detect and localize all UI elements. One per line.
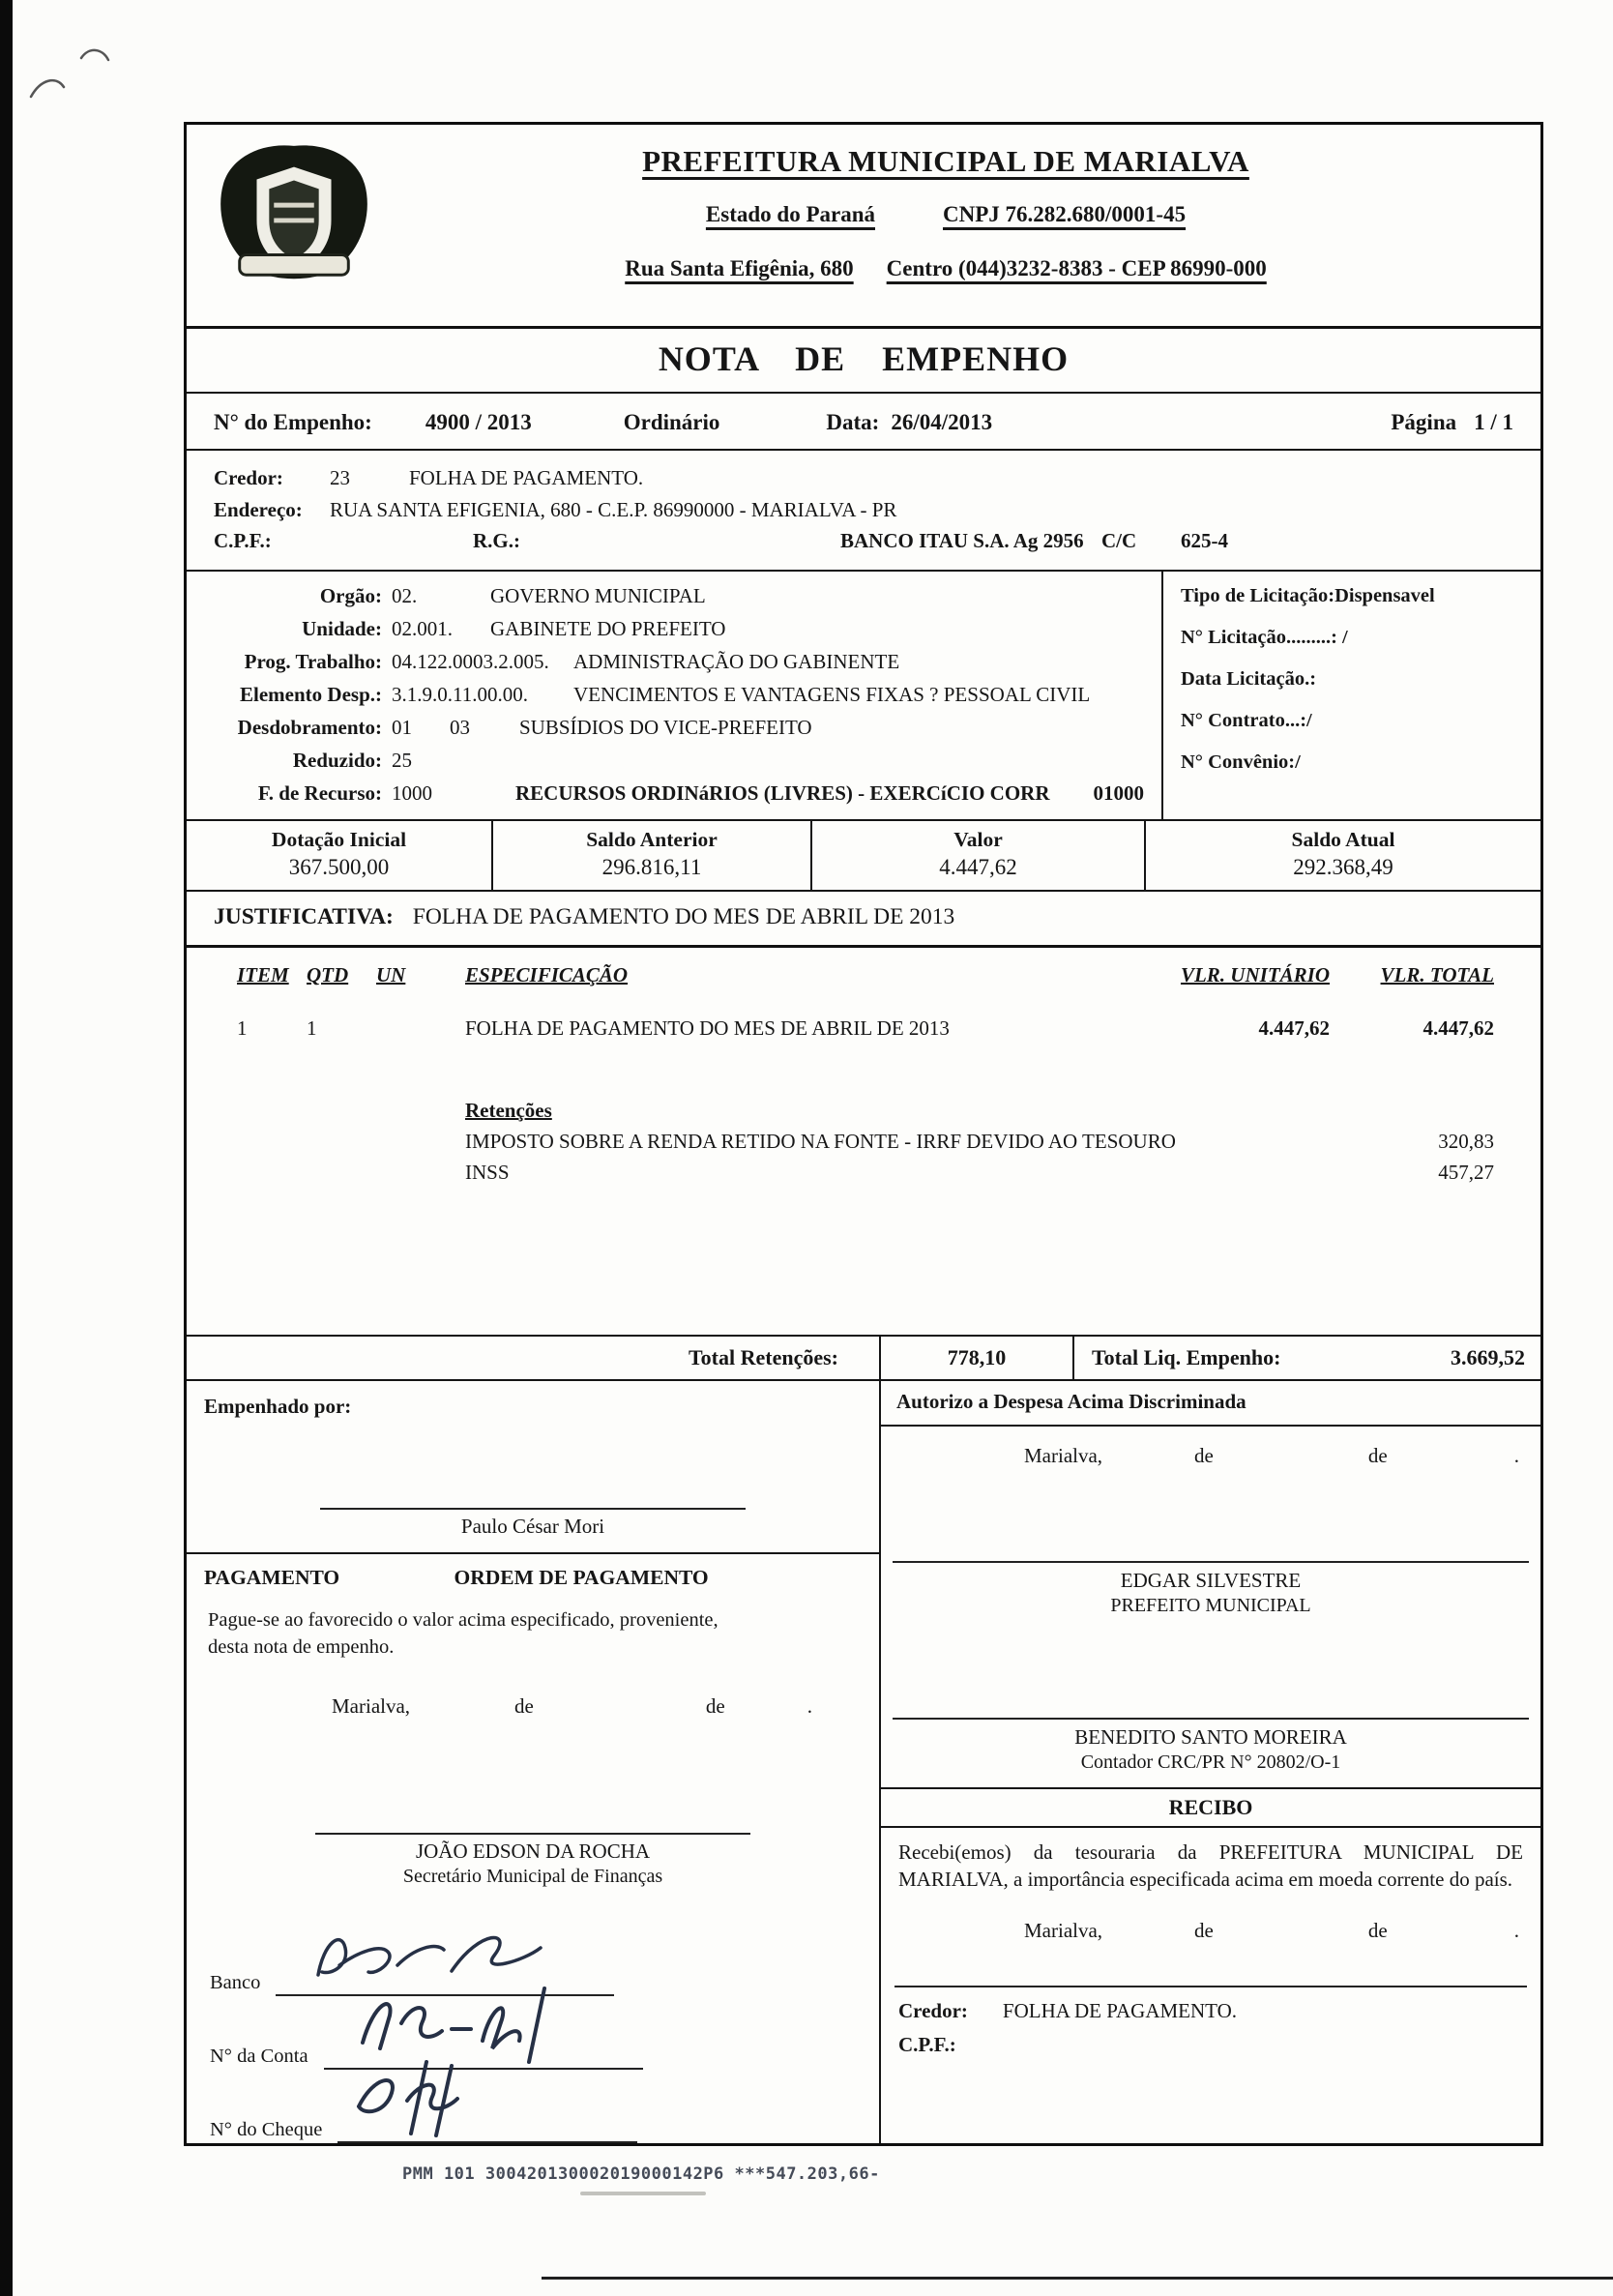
conta-field (210, 1996, 879, 2070)
scan-smudge (580, 2192, 706, 2195)
elemento-name: VENCIMENTOS E VANTAGENS FIXAS ? PESSOAL CIVIL (573, 683, 1091, 707)
retencoes-title: Retenções (465, 1099, 552, 1123)
saldos-table (187, 821, 1540, 892)
prefeito-signature-block (881, 1561, 1540, 1617)
justificativa-text: FOLHA DE PAGAMENTO DO MES DE ABRIL DE 2013 (412, 904, 955, 930)
de-word: de (1367, 1918, 1388, 1942)
document-title: NOTA DE EMPENHO (187, 326, 1540, 394)
credor-row (214, 462, 1513, 494)
recibo-credor-row (881, 1987, 1540, 2023)
city-date-line (881, 1427, 1540, 1468)
period-mark: . (1513, 1444, 1519, 1468)
item-vlr-unitario: 4.447,62 (1258, 1016, 1330, 1041)
col-vlr-unitario: VLR. UNITÁRIO (1180, 963, 1330, 987)
cheque-label: N° do Cheque (210, 2118, 323, 2140)
empenhado-signature-block (187, 1508, 879, 1539)
empenho-number: 4900 / 2013 (425, 410, 532, 434)
retencao-row (465, 1127, 1494, 1158)
desdobramento-row (187, 711, 1161, 744)
city-date-line (881, 1894, 1540, 1943)
saldo-atual-value: 292.368,49 (1293, 855, 1393, 880)
banco-signature-scrawl (307, 1919, 548, 1996)
signature-line (893, 1561, 1529, 1563)
dot-matrix-print-line: PMM 101 300420130002019000142P6 ***547.203,66- (402, 2164, 880, 2184)
unidade-name: GABINETE DO PREFEITO (490, 617, 726, 641)
cc-label: C/C (1101, 528, 1137, 552)
licitacao-column (1161, 572, 1540, 819)
form-header (187, 125, 1540, 326)
unidade-row (187, 612, 1161, 645)
convenio-numero: N° Convênio:/ (1181, 751, 1301, 774)
empenho-type: Ordinário (623, 410, 720, 434)
org-name: PREFEITURA MUNICIPAL DE MARIALVA (642, 144, 1249, 178)
dotacao-inicial-cell (187, 821, 491, 890)
banco-info: BANCO ITAU S.A. Ag 2956 (840, 528, 1084, 552)
secretario-signature-block (187, 1833, 879, 1888)
pagamento-header-row (187, 1554, 879, 1592)
de-word: de (1194, 1444, 1214, 1468)
col-item: ITEM (237, 963, 289, 987)
cheque-field (210, 2070, 879, 2143)
prog-trabalho-label: Prog. Trabalho: (244, 650, 382, 674)
total-liq-value: 3.669,52 (1451, 1345, 1525, 1370)
retencao-nome: IMPOSTO SOBRE A RENDA RETIDO NA FONTE - IRRF DEVIDO AO TESOURO (465, 1130, 1176, 1154)
retencao-nome: INSS (465, 1160, 510, 1184)
rg-label: R.G.: (473, 528, 520, 552)
recurso-row (187, 777, 1161, 809)
item-qtd: 1 (307, 1016, 317, 1041)
page-value: 1 / 1 (1474, 410, 1513, 434)
banco-field (210, 1923, 879, 1996)
banco-label: Banco (210, 1971, 261, 1993)
prog-trabalho-name: ADMINISTRAÇÃO DO GABINENTE (573, 650, 900, 674)
cc-value: 625-4 (1181, 528, 1228, 552)
elemento-row (187, 678, 1161, 711)
header-text (376, 136, 1515, 281)
cheque-fill-line (337, 2141, 637, 2143)
empenhado-signer-name: Paulo César Mori (460, 1515, 605, 1539)
budget-section (187, 572, 1540, 821)
recibo-text: Recebi(emos) da tesouraria da PREFEITURA MUNICIPAL DE MARIALVA, a importância especificada acima em moeda corrente do país. (898, 1840, 1523, 1891)
col-especificacao: ESPECIFICAÇÃO (465, 963, 629, 987)
ordem-pagamento-text: Pague-se ao favorecido o valor acima especificado, proveniente, desta nota de empenho. (208, 1609, 719, 1658)
bank-fields-block (187, 1923, 879, 2143)
retencao-valor: 320,83 (1438, 1130, 1494, 1154)
autorizo-title: Autorizo a Despesa Acima Discriminada (881, 1381, 1540, 1427)
secretario-name: JOÃO EDSON DA ROCHA (415, 1839, 651, 1863)
municipal-crest-logo (212, 140, 376, 293)
item-row (187, 1016, 1540, 1041)
valor-cell (810, 821, 1144, 890)
signature-line (315, 1833, 750, 1835)
contador-signature-block (881, 1718, 1540, 1774)
conta-label: N° da Conta (210, 2045, 308, 2067)
total-liq-label: Total Liq. Empenho: (1092, 1345, 1281, 1370)
totals-row (187, 1335, 1540, 1381)
pen-marks (17, 37, 124, 124)
orgao-code: 02. (392, 584, 418, 608)
ordem-pagamento-title: ORDEM DE PAGAMENTO (454, 1566, 709, 1590)
recurso-code: 1000 (392, 781, 432, 806)
saldo-atual-header: Saldo Atual (1291, 828, 1395, 852)
total-retencoes-value: 778,10 (879, 1337, 1072, 1379)
empenho-date (826, 410, 992, 435)
retencao-row (465, 1158, 1494, 1189)
credor-section (187, 451, 1540, 572)
period-mark: . (806, 1693, 812, 1718)
desdobramento-label: Desdobramento: (237, 716, 382, 740)
retencoes-block (187, 1099, 1540, 1188)
dotacao-inicial-header: Dotação Inicial (271, 828, 407, 852)
cheque-handwriting (345, 2056, 558, 2143)
elemento-label: Elemento Desp.: (240, 683, 382, 707)
date-value: 26/04/2013 (891, 410, 993, 434)
desdobramento-code1: 01 (392, 716, 412, 740)
cnpj-label: CNPJ 76.282.680/0001-45 (943, 202, 1187, 226)
de-word: de (1367, 1444, 1388, 1468)
recibo-title: RECIBO (881, 1787, 1540, 1828)
dotacao-inicial-value: 367.500,00 (288, 855, 390, 880)
elemento-code: 3.1.9.0.11.00.00. (392, 683, 528, 707)
scan-bottom-line-artifact (542, 2277, 1613, 2280)
signature-line (320, 1508, 746, 1510)
contrato-numero: N° Contrato...:/ (1181, 710, 1312, 732)
desdobramento-name: SUBSÍDIOS DO VICE-PREFEITO (519, 716, 812, 740)
empenho-number-label: N° do Empenho: (214, 410, 372, 434)
signatures-area (187, 1381, 1540, 2143)
endereco-label: Endereço: (214, 497, 303, 521)
header-line-2 (376, 202, 1515, 227)
licitacao-tipo: Tipo de Licitação:Dispensavel (1181, 585, 1435, 607)
orgao-label: Orgão: (319, 584, 382, 608)
de-word: de (1194, 1918, 1214, 1942)
endereco-value: RUA SANTA EFIGENIA, 680 - C.E.P. 86990000 - MARIALVA - PR (330, 497, 897, 521)
items-header-row (187, 963, 1540, 987)
prefeito-role: PREFEITO MUNICIPAL (1110, 1595, 1311, 1617)
justificativa-label: JUSTIFICATIVA: (214, 904, 394, 930)
state-label: Estado do Paraná (705, 202, 875, 226)
unidade-label: Unidade: (302, 617, 382, 641)
justificativa-row (187, 892, 1540, 948)
saldo-anterior-header: Saldo Anterior (586, 828, 718, 852)
prefeito-name: EDGAR SILVESTRE (1120, 1569, 1302, 1593)
page-label: Página (1391, 410, 1457, 434)
credor-name: FOLHA DE PAGAMENTO. (409, 466, 644, 489)
credor-label: Credor: (214, 466, 283, 489)
licitacao-numero: N° Licitação.........: / (1181, 627, 1348, 649)
district-phone-cep: Centro (044)3232-8383 - CEP 86990-000 (886, 256, 1267, 280)
city-date-line (187, 1662, 879, 1719)
orgao-row (187, 579, 1161, 612)
desdobramento-code2: 03 (450, 716, 470, 740)
pagamento-title: PAGAMENTO (204, 1566, 340, 1590)
retencao-valor: 457,27 (1438, 1160, 1494, 1184)
valor-value: 4.447,62 (939, 855, 1017, 880)
item-vlr-total: 4.447,62 (1422, 1016, 1494, 1041)
cpf-rg-banco-row (214, 525, 1513, 556)
endereco-row (214, 494, 1513, 526)
unidade-code: 02.001. (392, 617, 453, 641)
de-word: de (705, 1693, 725, 1718)
scan-edge-artifact (0, 0, 13, 2296)
right-column (879, 1381, 1540, 2143)
saldo-anterior-cell (491, 821, 810, 890)
prog-trabalho-row (187, 645, 1161, 678)
city-name: Marialva, (332, 1693, 411, 1718)
item-un (376, 1016, 465, 1041)
orgao-name: GOVERNO MUNICIPAL (490, 584, 706, 608)
street-address: Rua Santa Efigênia, 680 (625, 256, 854, 280)
items-section (187, 948, 1540, 1335)
cpf-label: C.P.F.: (214, 528, 272, 552)
date-label: Data: (826, 410, 880, 434)
budget-left (187, 572, 1161, 819)
period-mark: . (1513, 1918, 1519, 1942)
recibo-cpf-label: C.P.F.: (898, 2032, 956, 2056)
contador-role: Contador CRC/PR N° 20802/O-1 (1080, 1751, 1341, 1774)
recibo-credor-name: FOLHA DE PAGAMENTO. (1002, 1998, 1238, 2022)
total-retencoes-label: Total Retenções: (689, 1345, 838, 1370)
item-especificacao: FOLHA DE PAGAMENTO DO MES DE ABRIL DE 2013 (465, 1016, 950, 1041)
col-un: UN (376, 963, 406, 987)
recibo-credor-label: Credor: (898, 1998, 968, 2022)
col-qtd: QTD (307, 963, 349, 987)
prog-trabalho-code: 04.122.0003.2.005. (392, 650, 549, 674)
empenho-number-row (187, 394, 1540, 451)
total-liq-cell (1072, 1337, 1540, 1379)
recurso-name: RECURSOS ORDINáRIOS (LIVRES) - EXERCíCIO CORR (515, 781, 1050, 806)
licitacao-data: Data Licitação.: (1181, 668, 1317, 691)
item-number: 1 (237, 1016, 248, 1041)
left-column (187, 1381, 879, 2143)
header-line-3 (376, 256, 1515, 281)
reduzido-row (187, 744, 1161, 777)
credor-code: 23 (330, 466, 350, 489)
valor-header: Valor (953, 828, 1003, 852)
page-indicator (1391, 410, 1513, 435)
contador-name: BENEDITO SANTO MOREIRA (1074, 1725, 1347, 1750)
saldo-anterior-value: 296.816,11 (601, 855, 702, 880)
reduzido-label: Reduzido: (292, 749, 382, 773)
recurso-label: F. de Recurso: (257, 781, 382, 806)
de-word: de (514, 1693, 534, 1718)
reduzido-value: 25 (392, 749, 412, 773)
city-name: Marialva, (1024, 1918, 1103, 1942)
city-name: Marialva, (1024, 1444, 1103, 1468)
empenho-form (184, 122, 1543, 2146)
col-vlr-total: VLR. TOTAL (1380, 963, 1494, 987)
recurso-extra: 01000 (1093, 781, 1144, 806)
secretario-role: Secretário Municipal de Finanças (402, 1865, 663, 1887)
signature-line (893, 1718, 1529, 1720)
saldo-atual-cell (1144, 821, 1540, 890)
empenhado-por-label: Empenhado por: (204, 1395, 352, 1419)
